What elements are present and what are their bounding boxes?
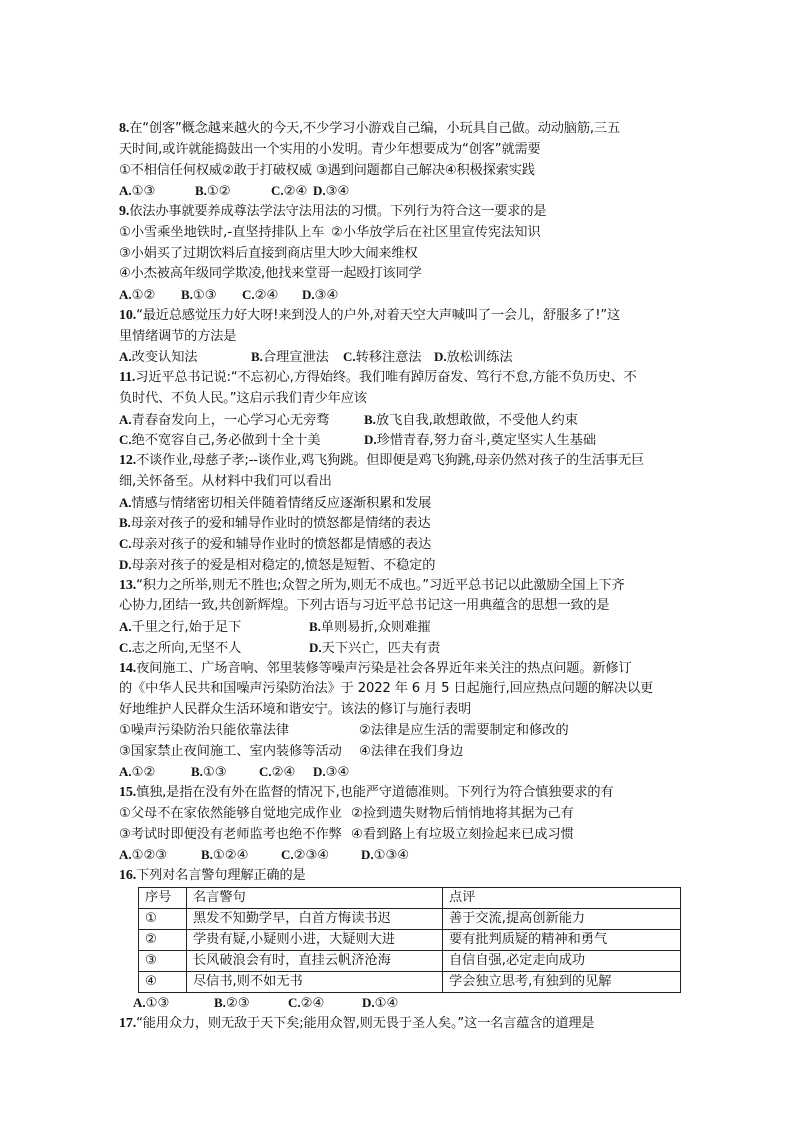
question-14	[119, 659, 679, 784]
answer-options	[119, 430, 679, 451]
answer-options	[119, 762, 679, 783]
table-row: ③ 长风破浪会有时，直挂云帆济沧海 自信自强,必定走向成功	[139, 950, 681, 971]
statements	[119, 825, 679, 846]
header-cell: 点评	[443, 887, 681, 908]
statement-1: ①噪声污染防治只能依靠法律	[119, 722, 290, 738]
question-number: 17.	[119, 1015, 137, 1031]
answer-options	[119, 993, 679, 1014]
question-9	[119, 202, 679, 306]
question-number: 15.	[119, 785, 137, 800]
question-number: 14.	[119, 660, 137, 676]
statement-4: ④小杰被高年级同学欺凌,他找来堂哥一起殴打该同学	[119, 266, 422, 282]
question-stem: 心协力,团结一致,共创新辉煌。下列古语与习近平总书记这一用典蕴含的思想一致的是	[119, 598, 610, 614]
option-d[interactable]: D.放松训练法	[434, 349, 513, 366]
statement-3: ③考试时即便没有老师监考也绝不作弊	[119, 826, 342, 842]
question-stem: 16.下列对名言警句理解正确的是	[119, 868, 306, 883]
statements	[119, 742, 679, 763]
question-stem: 天时间,或许就能捣鼓出一个实用的小发明。青少年想要成为“创客”就需要	[119, 141, 541, 157]
question-stem: 10.“最近总感觉压力好大呀!来到没人的户外,对着天空大声喊叫了一会儿，舒服多了!”这	[119, 307, 621, 323]
statement-1: ①小雪乘坐地铁时,-直坚持排队上车	[119, 224, 325, 240]
statement-2: ②小华放学后在社区里宣传宪法知识	[331, 224, 541, 240]
answer-options	[119, 845, 679, 866]
question-stem: 负时代、不负人民。”这启示我们青少年应该	[119, 390, 367, 406]
option-c[interactable]: C.②④	[259, 764, 296, 781]
option-d[interactable]: D.③④	[302, 287, 339, 303]
question-16	[119, 866, 679, 1014]
question-10	[119, 306, 679, 368]
option-d[interactable]: D.珍惜青春,努力奋斗,奠定坚实人生基础	[364, 432, 597, 449]
option-b[interactable]: B.②③	[214, 994, 250, 1011]
statement-1: ①父母不在家依然能够自觉地完成作业	[119, 805, 342, 821]
answer-options	[119, 410, 679, 431]
option-d[interactable]: D.①③④	[361, 847, 410, 864]
question-stem: 细,关怀备至。从材料中我们可以看出	[119, 473, 332, 489]
question-stem: 17.“能用众力，则无敌于天下矣;能用众智,则无畏于圣人矣。”这一名言蕴含的道理是	[119, 1015, 595, 1031]
answer-options	[119, 617, 679, 638]
option-a[interactable]: A.①②③	[119, 847, 168, 864]
question-stem: 15.慎独,是指在没有外在监督的情况下,也能严守道德准则。下列行为符合慎独要求的有	[119, 785, 614, 800]
option-d[interactable]: D.①④	[362, 994, 399, 1011]
option-b[interactable]: B.放飞自我,敢想敢做，不受他人约束	[364, 411, 578, 428]
question-stem: 9.依法办事就要养成尊法学法守法用法的习惯。下列行为符合这一要求的是	[119, 204, 547, 219]
question-stem: 14.夜间施工、广场音响、邻里装修等噪声污染是社会各界近年来关注的热点问题。新修订	[119, 660, 632, 676]
table-header-row	[139, 887, 681, 908]
answer-options	[119, 347, 679, 368]
answer-options	[119, 181, 679, 202]
exam-page	[119, 119, 679, 1034]
table-row: ② 学贵有疑,小疑则小进，大疑则大进 要有批判质疑的精神和勇气	[139, 929, 681, 950]
quotes-table	[138, 887, 681, 993]
question-15	[119, 783, 679, 866]
statement-2: ②法律是应生活的需要制定和修改的	[359, 722, 569, 738]
option-b[interactable]: B.母亲对孩子的爱和辅导作业时的愤怒都是情绪的表达	[119, 515, 431, 532]
option-a[interactable]: A.改变认知法	[119, 349, 198, 366]
option-c[interactable]: C.转移注意法	[343, 349, 422, 366]
option-b[interactable]: B.合理宣泄法	[251, 349, 329, 366]
statement-3: ③小娟买了过期饮料后直接到商店里大吵大闹来维权	[119, 245, 418, 261]
statement-3: ③国家禁止夜间施工、室内装修等活动	[119, 743, 342, 759]
answer-options	[119, 285, 679, 306]
option-d[interactable]: D.③④	[313, 764, 350, 781]
option-b[interactable]: B.①③	[181, 287, 217, 303]
option-c[interactable]: C.母亲对孩子的爱和辅导作业时的愤怒都是情感的表达	[119, 536, 432, 552]
option-a[interactable]: A.情感与情绪密切相关伴随着情绪反应逐渐积累和发展	[119, 494, 432, 511]
question-number: 11.	[119, 370, 136, 385]
option-b[interactable]: B.①②	[195, 183, 231, 200]
statements	[119, 804, 679, 825]
option-a[interactable]: A.①②	[119, 287, 156, 303]
statements	[119, 721, 679, 742]
question-stem: 11.习近平总书记说:“不忘初心,方得始终。我们唯有踔厉奋发、笃行不怠,方能不负历史、不	[119, 370, 637, 385]
question-stem: 的《中华人民共和国噪声污染防治法》于 2022 年 6 月 5 日起施行,回应热点问题的解决以更	[119, 681, 654, 697]
header-cell: 序号	[139, 887, 187, 908]
statement-4: ④法律在我们身边	[359, 743, 464, 759]
option-c[interactable]: C.志之所向,无坚不人	[119, 639, 242, 656]
option-a[interactable]: A.千里之行,始于足下	[119, 619, 242, 635]
question-stem: 里情绪调节的方法是	[119, 328, 237, 344]
option-c[interactable]: C.②④	[271, 183, 308, 200]
option-c[interactable]: C.②③④	[281, 847, 330, 864]
table-row: ① 黑发不知勤学早，白首方悔读书迟 善于交流,提高创新能力	[139, 908, 681, 929]
option-d[interactable]: D.母亲对孩子的爱是相对稳定的,愤怒是短暂、不稳定的	[119, 556, 436, 573]
statements: ①不相信任何权威②敢于打破权威 ③遇到问题都自己解决④积极探索实践	[119, 162, 535, 178]
question-11	[119, 368, 679, 451]
option-d[interactable]: D.③④	[313, 183, 350, 200]
answer-options	[119, 638, 679, 659]
question-number: 10.	[119, 307, 137, 323]
question-number: 8.	[119, 121, 130, 136]
statements	[119, 223, 679, 244]
question-17	[119, 1014, 679, 1035]
question-stem: 好地维护人民群众生活环境和谐安宁。该法的修订与施行表明	[119, 702, 472, 717]
question-stem: 13.“积力之所举,则无不胜也;众智之所为,则无不成也。”习近平总书记以此激励全国上下齐	[119, 577, 625, 593]
question-8	[119, 119, 679, 202]
option-a[interactable]: A.①③	[119, 183, 156, 200]
statement-2: ②捡到遗失财物后悄悄地将其据为己有	[351, 805, 574, 821]
option-b[interactable]: B.单则易折,众则难摧	[309, 619, 431, 635]
question-stem: 12.不谈作业,母慈子孝;--谈作业,鸡飞狗跳。但即便是鸡飞狗跳,母亲仍然对孩子的生活事无巨	[119, 453, 645, 468]
option-d[interactable]: D.天下兴亡，匹夫有责	[309, 639, 441, 656]
option-a[interactable]: A.青春奋发向上，一心学习心无旁骛	[119, 411, 330, 428]
question-stem: 8.在“创客”概念越来越火的今天,不少学习小游戏自己编，小玩具自己做。动动脑筋,三五	[119, 121, 620, 136]
option-c[interactable]: C.②④	[242, 287, 279, 303]
header-cell: 名言警句	[187, 887, 443, 908]
option-a[interactable]: A.①②	[119, 764, 156, 781]
option-b[interactable]: B.①②④	[201, 847, 249, 864]
table-row: ④ 尽信书,则不如无书 学会独立思考,有独到的见解	[139, 971, 681, 992]
question-12	[119, 451, 679, 576]
option-b[interactable]: B.①③	[191, 764, 227, 781]
question-number: 12.	[119, 453, 137, 468]
option-a[interactable]: A.①③	[133, 994, 170, 1011]
option-c[interactable]: C.绝不宽容自己,务必做到十全十美	[119, 432, 321, 449]
statement-4: ④看到路上有垃圾立刻捡起来已成习惯	[351, 826, 574, 842]
question-number: 13.	[119, 577, 137, 593]
question-number: 9.	[119, 204, 130, 219]
option-c[interactable]: C.②④	[288, 994, 325, 1011]
question-13	[119, 576, 679, 659]
question-number: 16.	[119, 868, 137, 883]
